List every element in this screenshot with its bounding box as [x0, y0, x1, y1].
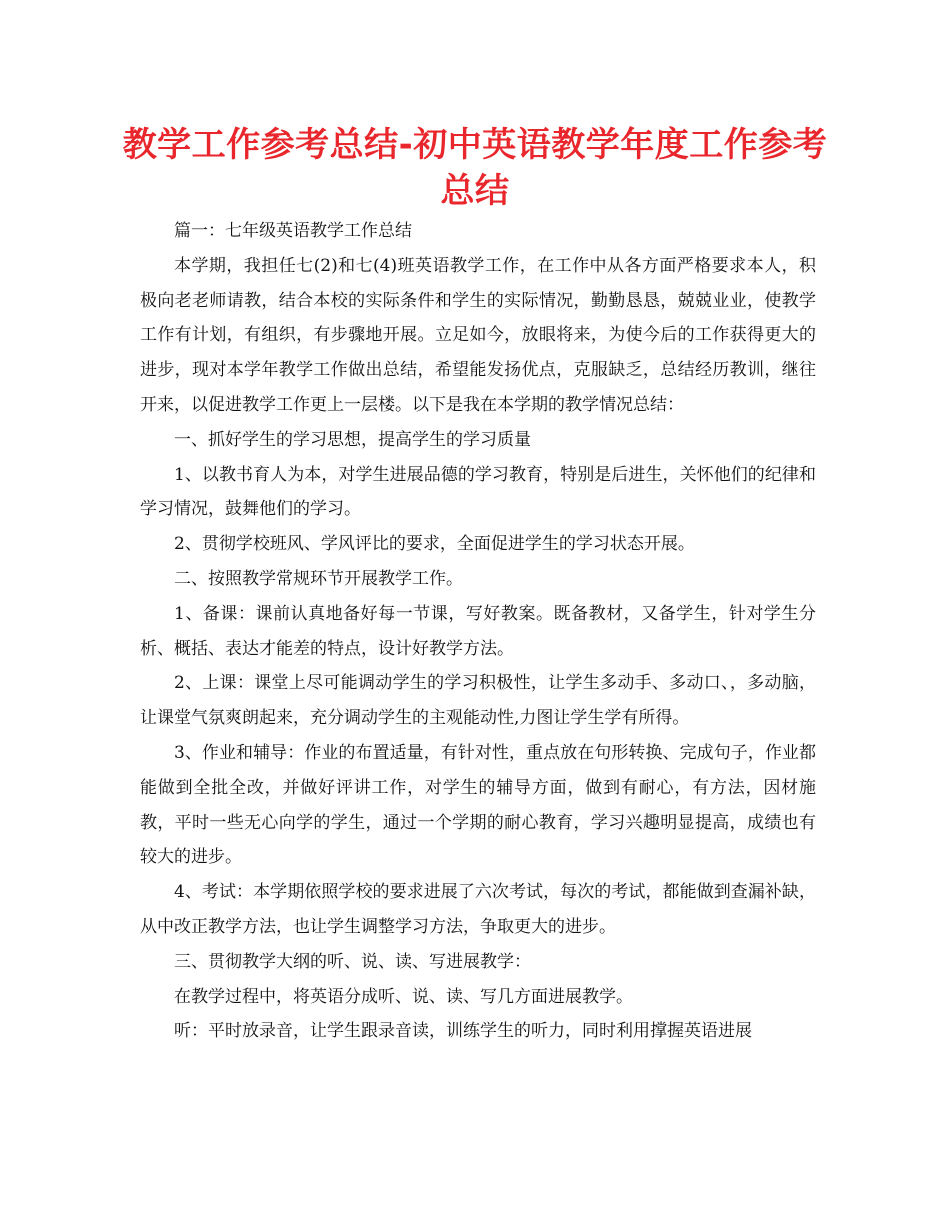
paragraph-item: 3、作业和辅导：作业的布置适量，有针对性，重点放在句形转换、完成句子，作业都能做到全批全改，并做好评讲工作，对学生的辅导方面，做到有耐心，有方法，因材施教，平时一些无心向学的学生，通过一个学期的耐心教育，学习兴趣明显提高，成绩也有较大的进步。 [140, 742, 816, 868]
paragraph-item: 1、备课：课前认真地备好每一节课，写好教案。既备教材，又备学生，针对学生分析、概括、表达才能差的特点，设计好教学方法。 [140, 603, 816, 659]
paragraph-item: 听：平时放录音，让学生跟录音读，训练学生的听力，同时利用撑握英语进展 [174, 1021, 752, 1042]
paragraph-item: 2、上课：课堂上尽可能调动学生的学习积极性，让学生多动手、多动口、，多动脑，让课堂气氛爽朗起来，充分调动学生的主观能动性,力图让学生学有所得。 [140, 673, 816, 729]
paragraph-item: 4、考试：本学期依照学校的要求进展了六次考试，每次的考试，都能做到查漏补缺，从中改正教学方法，也让学生调整学习方法，争取更大的进步。 [140, 882, 816, 937]
paragraph-heading-2: 二、按照教学常规环节开展教学工作。 [174, 568, 463, 589]
paragraph-item: 2、贯彻学校班风、学风评比的要求，全面促进学生的学习状态开展。 [174, 534, 695, 555]
paragraph-heading-1: 一、抓好学生的学习思想，提高学生的学习质量 [174, 429, 531, 450]
paragraph-item: 在教学过程中，将英语分成听、说、读、写几方面进展教学。 [174, 986, 633, 1007]
paragraph-item: 1、以教书育人为本，对学生进展品德的学习教育，特别是后进生，关怀他们的纪律和学习情况，鼓舞他们的学习。 [140, 464, 816, 520]
document-title: 教学工作参考总结-初中英语教学年度工作参考总结 [122, 125, 828, 211]
paragraph-section-heading-1: 篇一：七年级英语教学工作总结 [174, 221, 412, 241]
document-body [140, 214, 816, 1049]
paragraph-heading-3: 三、贯彻教学大纲的听、说、读、写进展教学： [174, 951, 531, 972]
paragraph-intro: 本学期，我担任七(2)和七(4)班英语教学工作，在工作中从各方面严格要求本人，积极向老老师请教，结合本校的实际条件和学生的实际情况，勤勤恳恳，兢兢业业，使教学工作有计划，有组织，有步骤地开展。立足如今，放眼将来，为使今后的工作获得更大的进步，现对本学年教学工作做出总结，希望能发扬优点，克服缺乏，总结经历教训，继往开来，以促进教学工作更上一层楼。以下是我在本学期的教学情况总结： [140, 255, 816, 415]
